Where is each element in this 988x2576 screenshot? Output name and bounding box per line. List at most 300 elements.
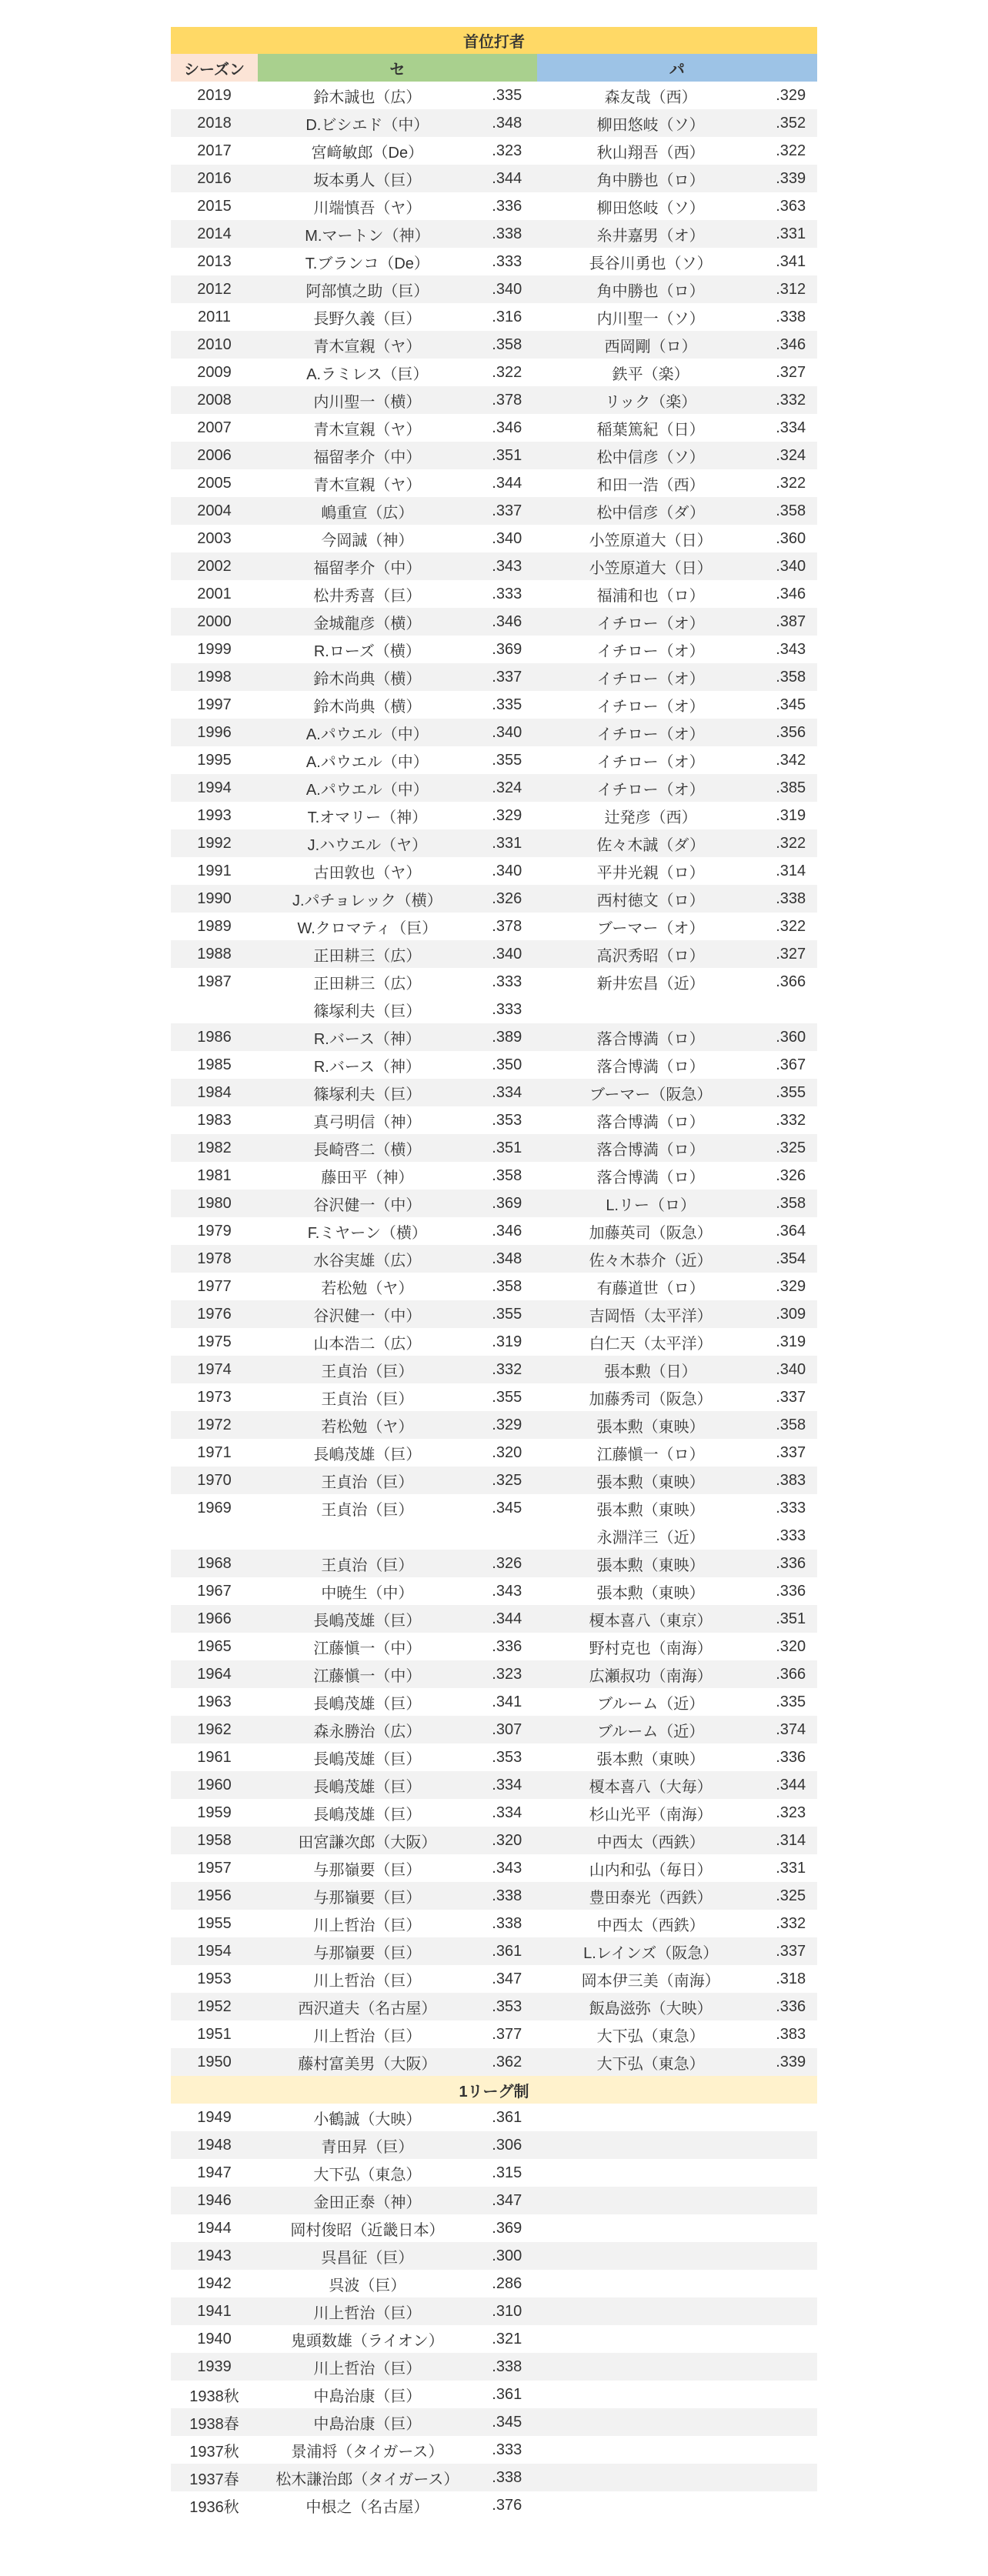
central-player-cell: 宮﨑敏郎（De） [311, 144, 424, 162]
table-row-line [171, 1605, 817, 1633]
pacific-average-cell [765, 2214, 817, 2242]
pacific-average-cell: .341 [776, 252, 806, 270]
central-average-cell: .362 [492, 2053, 522, 2070]
pacific-player-cell: 白仁天（太平洋） [589, 1335, 713, 1353]
season-row-1992 [171, 829, 817, 857]
season-cell: 1962 [197, 1720, 232, 1738]
table-row-line [171, 497, 817, 525]
central-player-cell: 青木宣親（ヤ） [313, 476, 422, 494]
pacific-average-cell: .338 [776, 889, 806, 907]
season-cell: 2001 [197, 585, 232, 602]
season-cell: 1998 [197, 668, 232, 686]
season-cell: 1982 [197, 1139, 232, 1156]
season-cell: 1952 [197, 1997, 232, 2015]
table-row-line [171, 1716, 817, 1743]
season-cell: 1937春 [189, 2471, 239, 2488]
season-row-1947 [171, 2159, 817, 2187]
pacific-player-cell: リック（楽） [605, 393, 697, 411]
central-player-cell: 藤田平（神） [321, 1169, 414, 1186]
central-average-cell: .343 [492, 1582, 522, 1600]
table-row-line [171, 1190, 817, 1217]
season-cell: 1976 [197, 1305, 232, 1323]
season-cell: 1995 [197, 751, 232, 769]
season-cell: 1984 [197, 1083, 232, 1101]
table-row-line [171, 1577, 817, 1605]
pacific-player-cell: 西岡剛（ロ） [604, 338, 697, 355]
pacific-player-cell: 吉岡悟（太平洋） [589, 1307, 713, 1325]
season-row-1981 [171, 1162, 817, 1190]
central-average-cell: .307 [492, 1720, 522, 1738]
season-cell: 2006 [197, 446, 232, 464]
pacific-average-cell: .383 [776, 1471, 806, 1489]
pacific-player-cell: 大下弘（東急） [596, 2027, 705, 2045]
season-row-1966 [171, 1605, 817, 1633]
pacific-player-cell: イチロー（オ） [596, 670, 705, 688]
season-cell: 1965 [197, 1637, 232, 1655]
season-cell: 1994 [197, 779, 232, 796]
season-cell: 1973 [197, 1388, 232, 1406]
pacific-player-cell: ブルーム（近） [597, 1723, 705, 1740]
pacific-average-cell: .346 [776, 585, 806, 602]
season-cell: 1948 [197, 2136, 232, 2154]
central-average-cell: .331 [492, 834, 522, 852]
season-cell: 1990 [197, 889, 232, 907]
pacific-player-cell: 加藤秀司（阪急） [589, 1390, 713, 1408]
table-row-line [171, 1937, 817, 1965]
season-cell: 1941 [197, 2302, 232, 2320]
central-player-cell: 王貞治（巨） [321, 1501, 414, 1519]
season-row-1938秋 [171, 2381, 817, 2408]
pacific-average-cell: .334 [776, 419, 806, 436]
season-row-1951 [171, 2020, 817, 2048]
season-row-1937秋 [171, 2436, 817, 2464]
table-row-line [171, 1827, 817, 1854]
season-cell: 1996 [197, 723, 232, 741]
central-player-cell: 江藤愼一（中） [313, 1640, 422, 1657]
table-title-row [171, 27, 817, 54]
pacific-player-cell: 和田一浩（西） [596, 476, 705, 494]
season-cell: 2007 [197, 419, 232, 436]
season-row-1953 [171, 1965, 817, 1993]
season-cell: 1980 [197, 1194, 232, 1212]
pacific-average-cell: .319 [776, 1333, 806, 1350]
central-player-cell: 鬼頭数雄（ライオン） [290, 2332, 444, 2350]
pacific-average-cell: .374 [776, 1720, 806, 1738]
table-row-line [171, 774, 817, 802]
pacific-average-cell [765, 2464, 817, 2491]
central-player-cell: 田宮謙次郎（大阪） [298, 1834, 437, 1851]
season-row-1952 [171, 1993, 817, 2020]
pacific-player-cell: 柳田悠岐（ソ） [596, 116, 705, 134]
season-row-1956 [171, 1882, 817, 1910]
pacific-average-cell [765, 2270, 817, 2297]
season-row-1996 [171, 719, 817, 746]
season-cell: 2011 [197, 308, 231, 325]
pacific-player-cell [537, 2214, 765, 2242]
season-cell: 1964 [197, 1665, 232, 1683]
central-player-cell: 若松勉（ヤ） [321, 1280, 414, 1297]
central-player-cell: 中島治康（巨） [313, 2415, 422, 2433]
central-player-cell: F.ミヤーン（横） [307, 1224, 427, 1242]
central-average-cell: .369 [492, 2219, 522, 2237]
table-row-line [171, 663, 817, 691]
pacific-average-cell: .366 [776, 1665, 806, 1683]
season-cell: 1960 [197, 1776, 232, 1794]
pacific-player-cell [537, 2187, 765, 2214]
pacific-average-cell: .326 [776, 1166, 806, 1184]
season-row-2013 [171, 248, 817, 275]
central-player-cell: 古田敦也（ヤ） [313, 864, 422, 882]
one-league-era-rows [171, 2104, 817, 2519]
season-row-1980 [171, 1190, 817, 1217]
table-row-line [171, 109, 817, 137]
table-row-line [171, 2020, 817, 2048]
season-row-2019 [171, 82, 817, 109]
table-row-line [171, 1771, 817, 1799]
central-average-cell: .334 [492, 1804, 522, 1821]
central-average-cell: .344 [492, 474, 522, 492]
central-player-cell: 西沢道夫（名古屋） [298, 2000, 437, 2017]
pacific-player-cell [537, 2270, 765, 2297]
season-row-1948 [171, 2131, 817, 2159]
central-player-cell: T.オマリー（神） [307, 809, 428, 826]
central-player-cell: 与那嶺要（巨） [313, 1861, 422, 1879]
central-player-cell: 長嶋茂雄（巨） [313, 1446, 422, 1463]
central-player-cell: 中島治康（巨） [313, 2387, 422, 2405]
season-cell: 1968 [197, 1554, 232, 1572]
season-row-1976 [171, 1300, 817, 1328]
central-player-cell: 長嶋茂雄（巨） [313, 1806, 422, 1824]
central-average-cell: .343 [492, 557, 522, 575]
table-row-line [171, 2187, 817, 2214]
pacific-average-cell: .337 [776, 1388, 806, 1406]
central-average-cell: .346 [492, 419, 522, 436]
season-cell: 1969 [197, 1499, 232, 1517]
table-row-line [171, 2270, 817, 2297]
season-cell: 1974 [197, 1360, 232, 1378]
table-row-line [171, 2408, 817, 2436]
central-average-cell: .345 [492, 1499, 522, 1517]
table-row-line [171, 1660, 817, 1688]
central-average-cell: .336 [492, 197, 522, 215]
pacific-player-cell: 張本勲（東映） [596, 1750, 705, 1768]
season-cell: 1975 [197, 1333, 232, 1350]
pacific-average-cell: .327 [776, 945, 806, 963]
central-player-cell: 森永勝治（広） [313, 1723, 422, 1740]
table-row-line [171, 552, 817, 580]
pacific-player-cell: 張本勲（東映） [596, 1418, 705, 1436]
table-row-line [171, 580, 817, 608]
pacific-average-cell: .346 [776, 335, 806, 353]
table-row-line [171, 1439, 817, 1467]
pacific-average-cell: .336 [776, 1748, 806, 1766]
one-league-section-header [171, 2076, 817, 2104]
season-cell: 2008 [197, 391, 232, 409]
central-average-cell: .350 [492, 1056, 522, 1073]
season-row-2008 [171, 386, 817, 414]
season-cell: 1963 [197, 1693, 232, 1710]
central-player-cell: 王貞治（巨） [321, 1363, 414, 1380]
season-row-1968 [171, 1550, 817, 1577]
central-player-cell: J.ハウエル（ヤ） [307, 836, 428, 854]
season-cell: 2017 [197, 142, 232, 159]
central-average-cell: .353 [492, 1997, 522, 2015]
central-player-cell: R.バース（神） [313, 1030, 421, 1048]
central-player-cell: 嶋重宣（広） [321, 504, 414, 522]
central-average-cell: .338 [492, 225, 522, 242]
season-cell: 1940 [197, 2330, 232, 2347]
pacific-player-cell: 杉山光平（南海） [589, 1806, 713, 1824]
season-row-1999 [171, 636, 817, 663]
table-row-line [171, 996, 817, 1023]
pacific-average-cell [765, 2131, 817, 2159]
table-row-line [171, 331, 817, 359]
table-row-line [171, 2242, 817, 2270]
season-cell: 1978 [197, 1250, 232, 1267]
season-row-2011 [171, 303, 817, 331]
season-row-1989 [171, 913, 817, 940]
table-row-line [171, 719, 817, 746]
pacific-player-cell: ブルーム（近） [597, 1695, 705, 1713]
pacific-average-cell: .385 [776, 779, 806, 796]
season-row-2012 [171, 275, 817, 303]
season-row-2015 [171, 192, 817, 220]
central-average-cell: .334 [492, 1083, 522, 1101]
central-player-cell: A.ラミレス（巨） [306, 365, 429, 383]
table-row-line [171, 1799, 817, 1827]
pacific-average-cell: .322 [776, 142, 806, 159]
season-row-1941 [171, 2297, 817, 2325]
season-cell: 2012 [197, 280, 232, 298]
season-row-2018 [171, 109, 817, 137]
pacific-average-cell: .323 [776, 1804, 806, 1821]
season-cell: 1939 [197, 2357, 232, 2375]
season-cell: 2004 [197, 502, 232, 519]
table-row-line [171, 1217, 817, 1245]
season-row-1937春 [171, 2464, 817, 2491]
central-average-cell: .333 [492, 2441, 522, 2458]
pacific-average-cell: .325 [776, 1887, 806, 1904]
central-average-cell: .355 [492, 751, 522, 769]
central-average-cell: .344 [492, 169, 522, 187]
pacific-average-cell: .314 [776, 862, 806, 879]
table-row-line [171, 1854, 817, 1882]
central-player-cell: 長崎啓二（横） [313, 1141, 422, 1159]
pacific-player-cell: 松中信彦（ソ） [596, 449, 705, 466]
central-average-cell: .332 [492, 1360, 522, 1378]
central-average-cell: .340 [492, 723, 522, 741]
pacific-average-cell: .333 [776, 1499, 806, 1517]
central-player-cell: D.ビシエド（中） [305, 116, 429, 134]
season-row-1972 [171, 1411, 817, 1439]
season-cell: 1986 [197, 1028, 232, 1046]
pacific-average-cell: .339 [776, 2053, 806, 2070]
table-row-line [171, 2353, 817, 2381]
season-row-2001 [171, 580, 817, 608]
table-row-line [171, 1051, 817, 1079]
season-row-1936秋 [171, 2491, 817, 2519]
central-average-cell: .340 [492, 945, 522, 963]
table-row-line [171, 746, 817, 774]
pacific-player-cell: 広瀬叔功（南海） [589, 1667, 713, 1685]
central-average-cell: .315 [492, 2164, 522, 2181]
table-row-line [171, 1743, 817, 1771]
central-player-cell: 小鶴誠（大映） [313, 2111, 422, 2128]
pacific-average-cell: .344 [776, 1776, 806, 1794]
central-average-cell: .310 [492, 2302, 522, 2320]
pacific-average-cell: .329 [776, 1277, 806, 1295]
pacific-player-cell: イチロー（オ） [596, 726, 705, 743]
season-cell: 2016 [197, 169, 232, 187]
table-row-line [171, 1356, 817, 1383]
central-average-cell: .334 [492, 1776, 522, 1794]
pacific-player-cell: 野村克也（南海） [589, 1640, 713, 1657]
pacific-average-cell [765, 2325, 817, 2353]
season-row-1969 [171, 1494, 817, 1550]
central-average-cell: .346 [492, 612, 522, 630]
pacific-average-cell: .336 [776, 1997, 806, 2015]
pacific-average-cell [765, 2353, 817, 2381]
central-player-cell: 王貞治（巨） [321, 1390, 414, 1408]
season-cell: 1944 [197, 2219, 232, 2237]
column-header-central-league: セ [258, 54, 537, 82]
pacific-player-cell: 張本勲（東映） [596, 1501, 705, 1519]
season-row-1963 [171, 1688, 817, 1716]
central-average-cell: .358 [492, 335, 522, 353]
table-row-line [171, 359, 817, 386]
pacific-player-cell: 角中勝也（ロ） [596, 282, 705, 300]
pacific-player-cell: 大下弘（東急） [596, 2055, 705, 2073]
pacific-player-cell: 稲葉篤紀（日） [596, 421, 705, 439]
central-average-cell: .378 [492, 391, 522, 409]
central-player-cell: 長嶋茂雄（巨） [313, 1612, 422, 1630]
central-average-cell: .346 [492, 1222, 522, 1240]
season-cell: 2003 [197, 529, 232, 547]
two-league-era-rows [171, 82, 817, 2076]
pacific-average-cell [765, 2297, 817, 2325]
season-row-2009 [171, 359, 817, 386]
central-average-cell: .358 [492, 1277, 522, 1295]
season-cell: 1999 [197, 640, 232, 658]
central-player-cell: 呉昌征（巨） [321, 2249, 414, 2267]
season-cell: 2013 [197, 252, 232, 270]
central-average-cell: .323 [492, 142, 522, 159]
central-player-cell: 鈴木尚典（横） [313, 670, 422, 688]
central-player-cell: 岡村俊昭（近畿日本） [290, 2221, 445, 2239]
central-player-cell: 川端慎吾（ヤ） [313, 199, 422, 217]
pacific-player-cell: 佐々木恭介（近） [589, 1252, 713, 1270]
pacific-player-cell: 内川聖一（ソ） [596, 310, 705, 328]
central-average-cell: .351 [492, 446, 522, 464]
pacific-player-cell: 張本勲（東映） [596, 1557, 705, 1574]
pacific-average-cell: .331 [776, 1859, 806, 1877]
table-row-line [171, 636, 817, 663]
pacific-player-cell: 柳田悠岐（ソ） [596, 199, 705, 217]
season-row-1991 [171, 857, 817, 885]
central-average-cell: .333 [492, 1000, 522, 1018]
season-cell: 2000 [197, 612, 232, 630]
pacific-average-cell: .325 [776, 1139, 806, 1156]
season-row-1959 [171, 1799, 817, 1827]
pacific-average-cell: .332 [776, 1914, 806, 1932]
central-average-cell: .335 [492, 696, 522, 713]
pacific-player-cell: L.レインズ（阪急） [583, 1944, 719, 1962]
pacific-player-cell: 新井宏昌（近） [596, 975, 705, 993]
central-player-cell: 金田正泰（神） [313, 2194, 422, 2211]
table-row-line [171, 2464, 817, 2491]
season-row-1977 [171, 1273, 817, 1300]
central-average-cell: .340 [492, 529, 522, 547]
season-row-1983 [171, 1106, 817, 1134]
central-average-cell: .369 [492, 1194, 522, 1212]
central-player-cell: M.マートン（神） [305, 227, 430, 245]
season-row-1993 [171, 802, 817, 829]
season-row-1974 [171, 1356, 817, 1383]
season-row-1950 [171, 2048, 817, 2076]
central-player-cell: 川上哲治（巨） [313, 1972, 422, 1990]
season-cell: 1989 [197, 917, 232, 935]
pacific-average-cell: .360 [776, 529, 806, 547]
central-average-cell: .306 [492, 2136, 522, 2154]
table-row-line [171, 386, 817, 414]
pacific-player-cell [537, 2353, 765, 2381]
pacific-player-cell: 張本勲（日） [604, 1363, 697, 1380]
central-player-cell: 川上哲治（巨） [313, 1917, 422, 1934]
central-average-cell: .347 [492, 2191, 522, 2209]
pacific-average-cell: .358 [776, 1416, 806, 1433]
table-row-line [171, 802, 817, 829]
season-row-2014 [171, 220, 817, 248]
pacific-average-cell [765, 2408, 817, 2436]
season-row-1949 [171, 2104, 817, 2131]
season-cell: 1936秋 [189, 2498, 239, 2516]
season-row-1988 [171, 940, 817, 968]
table-row-line [171, 2436, 817, 2464]
central-average-cell: .369 [492, 640, 522, 658]
table-row-line [171, 1882, 817, 1910]
season-row-1938春 [171, 2408, 817, 2436]
pacific-player-cell: 落合博満（ロ） [596, 1169, 705, 1186]
pacific-player-cell: 落合博満（ロ） [596, 1141, 705, 1159]
season-row-1943 [171, 2242, 817, 2270]
table-row-line [171, 1633, 817, 1660]
pacific-average-cell: .322 [776, 834, 806, 852]
table-row-line [171, 165, 817, 192]
table-row-line [171, 414, 817, 442]
pacific-average-cell: .327 [776, 363, 806, 381]
central-average-cell: .341 [492, 1693, 522, 1710]
season-cell: 1971 [197, 1443, 232, 1461]
season-cell: 2014 [197, 225, 232, 242]
season-cell: 1983 [197, 1111, 232, 1129]
season-row-1990 [171, 885, 817, 913]
pacific-average-cell [765, 996, 817, 1023]
table-title: 首位打者 [463, 34, 525, 51]
central-player-cell: 与那嶺要（巨） [313, 1889, 422, 1907]
table-row-line [171, 2104, 817, 2131]
table-row-line [171, 1300, 817, 1328]
season-row-2003 [171, 525, 817, 552]
central-player-cell: 山本浩二（広） [313, 1335, 422, 1353]
central-player-cell: 王貞治（巨） [321, 1557, 414, 1574]
central-player-cell: 坂本勇人（巨） [313, 172, 422, 189]
pacific-player-cell: 落合博満（ロ） [596, 1030, 705, 1048]
central-average-cell: .324 [492, 779, 522, 796]
table-row-line [171, 1965, 817, 1993]
season-cell: 1956 [197, 1887, 232, 1904]
season-row-1982 [171, 1134, 817, 1162]
table-row-line [171, 1273, 817, 1300]
